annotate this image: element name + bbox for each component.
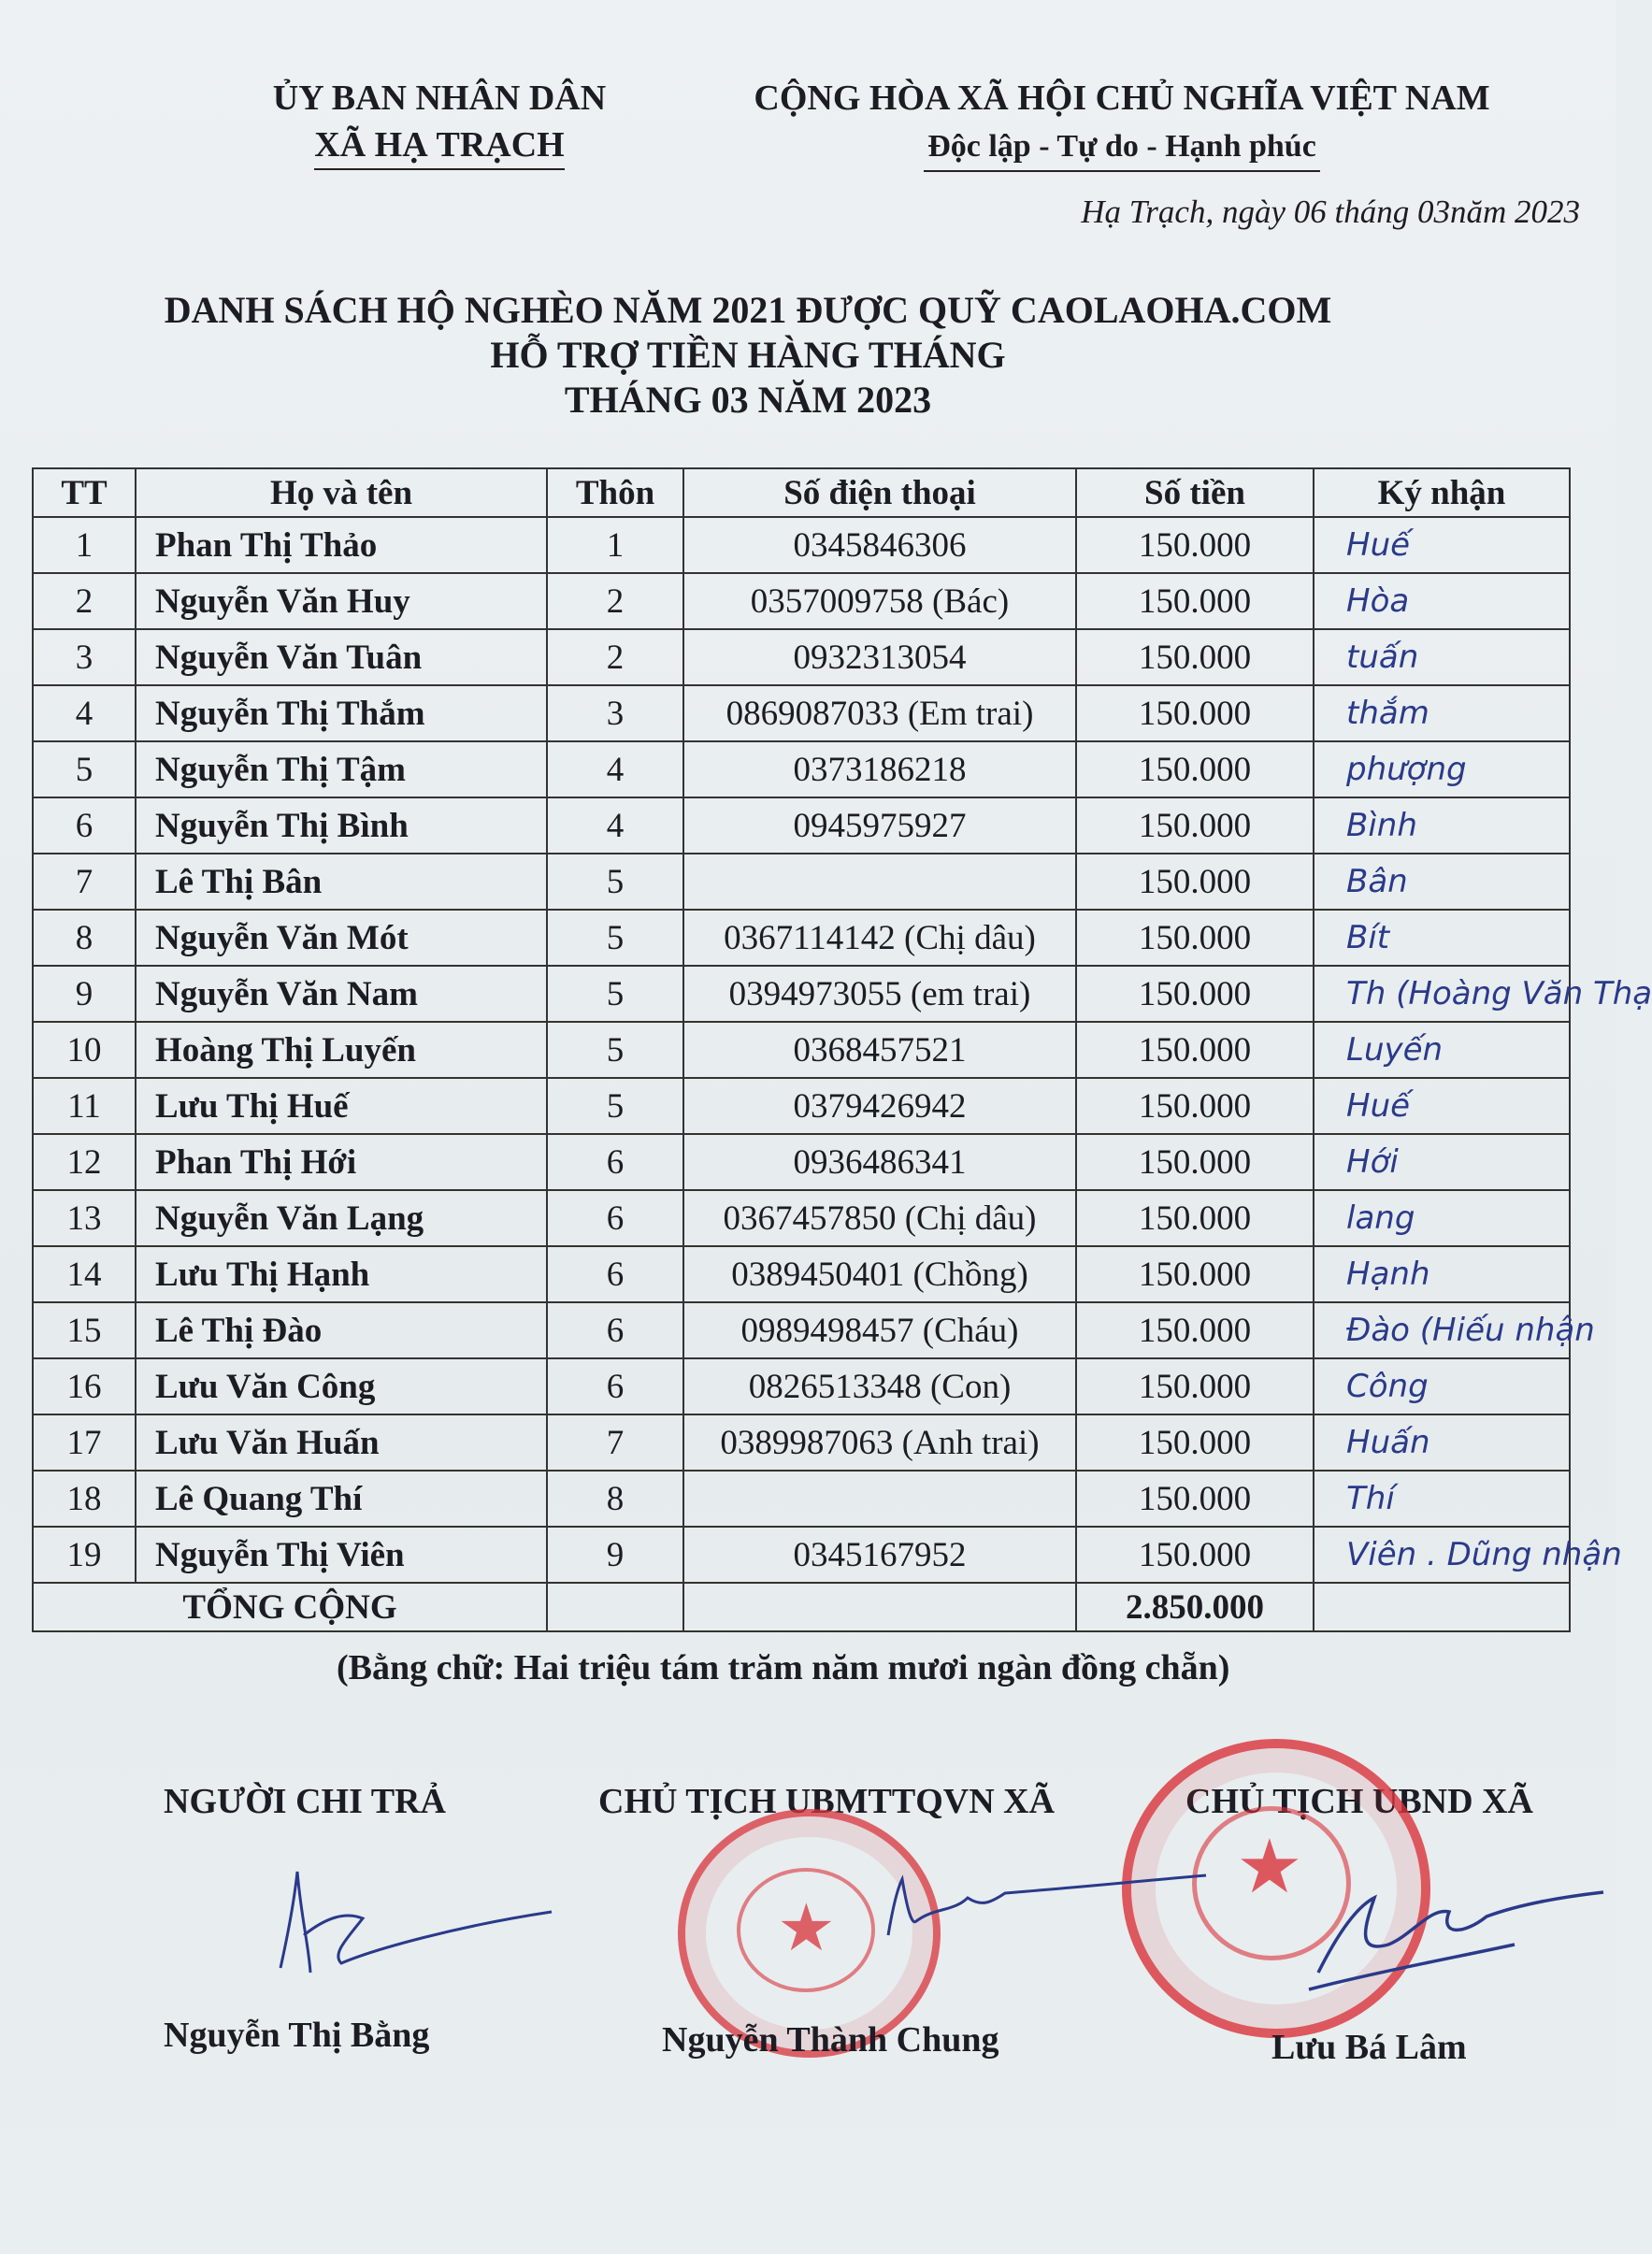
row-thon: 6 (547, 1246, 683, 1302)
row-phone: 0945975927 (683, 797, 1076, 854)
col-header-thon: Thôn (547, 468, 683, 517)
table-row (33, 1078, 1570, 1134)
col-header-phone: Số điện thoại (683, 468, 1076, 517)
row-phone (683, 1471, 1076, 1527)
title-line2: HỖ TRỢ TIỀN HÀNG THÁNG (490, 334, 1006, 376)
row-name: Lưu Thị Huế (136, 1078, 547, 1134)
row-tt: 17 (33, 1414, 136, 1471)
row-signature: Th (Hoàng Văn Thạ (1314, 966, 1570, 1022)
table-row (33, 685, 1570, 741)
row-amount: 150.000 (1076, 685, 1314, 741)
row-thon: 2 (547, 573, 683, 629)
row-thon: 1 (547, 517, 683, 573)
row-tt: 8 (33, 910, 136, 966)
row-thon: 5 (547, 854, 683, 910)
payer-signature (252, 1860, 561, 1991)
row-thon: 6 (547, 1190, 683, 1246)
total-empty-cell (1314, 1583, 1570, 1631)
row-thon: 5 (547, 1022, 683, 1078)
table-row (33, 966, 1570, 1022)
total-amount: 2.850.000 (1076, 1583, 1314, 1631)
ubnd-chair-name: Lưu Bá Lâm (1271, 2028, 1467, 2067)
mttq-chair-title: CHỦ TỊCH UBMTTQVN XÃ (598, 1782, 1056, 1821)
total-empty-cell (547, 1583, 683, 1631)
row-name: Phan Thị Thảo (136, 517, 547, 573)
total-empty-cell (683, 1583, 1076, 1631)
row-name: Lê Thị Đào (136, 1302, 547, 1358)
row-amount: 150.000 (1076, 1190, 1314, 1246)
row-phone: 0989498457 (Cháu) (683, 1302, 1076, 1358)
amount-in-words: (Bằng chữ: Hai triệu tám trăm năm mươi ngàn đồng chẵn) (337, 1648, 1230, 1687)
row-amount: 150.000 (1076, 966, 1314, 1022)
row-name: Lưu Văn Công (136, 1358, 547, 1414)
row-phone: 0367114142 (Chị dâu) (683, 910, 1076, 966)
col-header-name: Họ và tên (136, 468, 547, 517)
row-tt: 19 (33, 1527, 136, 1583)
row-thon: 4 (547, 797, 683, 854)
row-signature: Đào (Hiếu nhận (1314, 1302, 1570, 1358)
table-row (33, 741, 1570, 797)
row-signature: Bân (1314, 854, 1570, 910)
issuer-line1: ỦY BAN NHÂN DÂN (272, 79, 607, 118)
table-row (33, 1358, 1570, 1414)
col-header-amount: Số tiền (1076, 468, 1314, 517)
row-name: Phan Thị Hới (136, 1134, 547, 1190)
row-phone: 0826513348 (Con) (683, 1358, 1076, 1414)
star-icon: ★ (777, 1893, 836, 1965)
row-thon: 7 (547, 1414, 683, 1471)
row-signature: Luyến (1314, 1022, 1570, 1078)
row-phone (683, 854, 1076, 910)
row-name: Nguyễn Văn Nam (136, 966, 547, 1022)
row-name: Nguyễn Thị Tậm (136, 741, 547, 797)
row-signature: Hòa (1314, 573, 1570, 629)
row-amount: 150.000 (1076, 741, 1314, 797)
row-phone: 0367457850 (Chị dâu) (683, 1190, 1076, 1246)
ubnd-chair-title: CHỦ TỊCH UBND XÃ (1185, 1782, 1533, 1821)
row-tt: 2 (33, 573, 136, 629)
date-line: Hạ Trạch, ngày 06 tháng 03năm 2023 (1081, 194, 1580, 230)
row-thon: 9 (547, 1527, 683, 1583)
row-phone: 0373186218 (683, 741, 1076, 797)
row-amount: 150.000 (1076, 1078, 1314, 1134)
row-signature: Hạnh (1314, 1246, 1570, 1302)
row-signature: Công (1314, 1358, 1570, 1414)
row-thon: 3 (547, 685, 683, 741)
national-header (729, 75, 1515, 172)
row-tt: 13 (33, 1190, 136, 1246)
star-icon: ★ (1236, 1827, 1303, 1909)
row-signature: Bình (1314, 797, 1570, 854)
row-amount: 150.000 (1076, 1134, 1314, 1190)
row-name: Nguyễn Văn Tuân (136, 629, 547, 685)
row-phone: 0869087033 (Em trai) (683, 685, 1076, 741)
row-phone: 0394973055 (em trai) (683, 966, 1076, 1022)
row-phone: 0379426942 (683, 1078, 1076, 1134)
row-phone: 0389450401 (Chồng) (683, 1246, 1076, 1302)
beneficiary-table (32, 467, 1652, 1632)
table-row (33, 1414, 1570, 1471)
row-thon: 2 (547, 629, 683, 685)
row-phone: 0368457521 (683, 1022, 1076, 1078)
table-row (33, 1190, 1570, 1246)
row-name: Nguyễn Thị Viên (136, 1527, 547, 1583)
row-tt: 9 (33, 966, 136, 1022)
table-row (33, 910, 1570, 966)
row-thon: 5 (547, 1078, 683, 1134)
table-row (33, 517, 1570, 573)
row-tt: 1 (33, 517, 136, 573)
row-phone: 0389987063 (Anh trai) (683, 1414, 1076, 1471)
table-row (33, 573, 1570, 629)
row-name: Nguyễn Văn Huy (136, 573, 547, 629)
payer-title: NGƯỜI CHI TRẢ (164, 1782, 446, 1821)
row-amount: 150.000 (1076, 1022, 1314, 1078)
row-phone: 0345167952 (683, 1527, 1076, 1583)
row-signature: Thí (1314, 1471, 1570, 1527)
row-tt: 3 (33, 629, 136, 685)
row-name: Nguyễn Văn Lạng (136, 1190, 547, 1246)
row-signature: thắm (1314, 685, 1570, 741)
national-motto: Độc lập - Tự do - Hạnh phúc (924, 123, 1320, 172)
row-phone: 0345846306 (683, 517, 1076, 573)
row-amount: 150.000 (1076, 1302, 1314, 1358)
payer-name: Nguyễn Thị Bằng (164, 2016, 430, 2055)
national-title: CỘNG HÒA XÃ HỘI CHỦ NGHĨA VIỆT NAM (754, 79, 1490, 118)
row-signature: Huấn (1314, 1414, 1570, 1471)
row-tt: 14 (33, 1246, 136, 1302)
row-amount: 150.000 (1076, 1358, 1314, 1414)
mttq-signature (879, 1870, 1215, 1954)
row-signature: Bít (1314, 910, 1570, 966)
total-label: TỔNG CỘNG (33, 1583, 547, 1631)
row-signature: Huế (1314, 1078, 1570, 1134)
total-row (33, 1583, 1570, 1631)
table-row (33, 629, 1570, 685)
row-signature: Huế (1314, 517, 1570, 573)
row-name: Lê Quang Thí (136, 1471, 547, 1527)
row-name: Lưu Thị Hạnh (136, 1246, 547, 1302)
row-tt: 6 (33, 797, 136, 854)
row-tt: 18 (33, 1471, 136, 1527)
row-amount: 150.000 (1076, 1414, 1314, 1471)
row-signature: Viên . Dũng nhận (1314, 1527, 1570, 1583)
row-amount: 150.000 (1076, 629, 1314, 685)
row-tt: 7 (33, 854, 136, 910)
table-row (33, 1527, 1570, 1583)
row-thon: 4 (547, 741, 683, 797)
row-amount: 150.000 (1076, 1246, 1314, 1302)
document-title (150, 288, 1346, 423)
row-signature: lang (1314, 1190, 1570, 1246)
table-row (33, 854, 1570, 910)
row-amount: 150.000 (1076, 797, 1314, 854)
row-tt: 12 (33, 1134, 136, 1190)
row-phone: 0932313054 (683, 629, 1076, 685)
row-tt: 5 (33, 741, 136, 797)
row-tt: 4 (33, 685, 136, 741)
row-phone: 0357009758 (Bác) (683, 573, 1076, 629)
row-name: Nguyễn Văn Mót (136, 910, 547, 966)
row-amount: 150.000 (1076, 1471, 1314, 1527)
row-phone: 0936486341 (683, 1134, 1076, 1190)
title-line1: DANH SÁCH HỘ NGHÈO NĂM 2021 ĐƯỢC QUỸ CAOLAOHA.COM (164, 289, 1332, 331)
col-header-tt: TT (33, 468, 136, 517)
col-header-sign: Ký nhận (1314, 468, 1570, 517)
row-name: Nguyễn Thị Thắm (136, 685, 547, 741)
row-name: Nguyễn Thị Bình (136, 797, 547, 854)
row-signature: tuấn (1314, 629, 1570, 685)
row-signature: Hới (1314, 1134, 1570, 1190)
issuer-line2: XÃ HẠ TRẠCH (314, 122, 564, 170)
row-tt: 11 (33, 1078, 136, 1134)
row-amount: 150.000 (1076, 1527, 1314, 1583)
issuer-header (224, 75, 654, 170)
row-signature: phượng (1314, 741, 1570, 797)
row-thon: 5 (547, 910, 683, 966)
title-line3: THÁNG 03 NĂM 2023 (564, 379, 932, 421)
table-row (33, 1471, 1570, 1527)
row-tt: 15 (33, 1302, 136, 1358)
table-row (33, 1246, 1570, 1302)
row-name: Hoàng Thị Luyến (136, 1022, 547, 1078)
table-header-row (33, 468, 1570, 517)
row-amount: 150.000 (1076, 573, 1314, 629)
table-row (33, 797, 1570, 854)
row-tt: 16 (33, 1358, 136, 1414)
ubnd-signature (1300, 1879, 1608, 2001)
table-row (33, 1022, 1570, 1078)
row-thon: 6 (547, 1358, 683, 1414)
row-name: Lưu Văn Huấn (136, 1414, 547, 1471)
row-thon: 5 (547, 966, 683, 1022)
row-amount: 150.000 (1076, 854, 1314, 910)
table-row (33, 1302, 1570, 1358)
table-row (33, 1134, 1570, 1190)
row-thon: 6 (547, 1134, 683, 1190)
row-amount: 150.000 (1076, 910, 1314, 966)
mttq-chair-name: Nguyễn Thành Chung (662, 2020, 999, 2060)
row-tt: 10 (33, 1022, 136, 1078)
row-thon: 6 (547, 1302, 683, 1358)
row-name: Lê Thị Bân (136, 854, 547, 910)
row-amount: 150.000 (1076, 517, 1314, 573)
row-thon: 8 (547, 1471, 683, 1527)
